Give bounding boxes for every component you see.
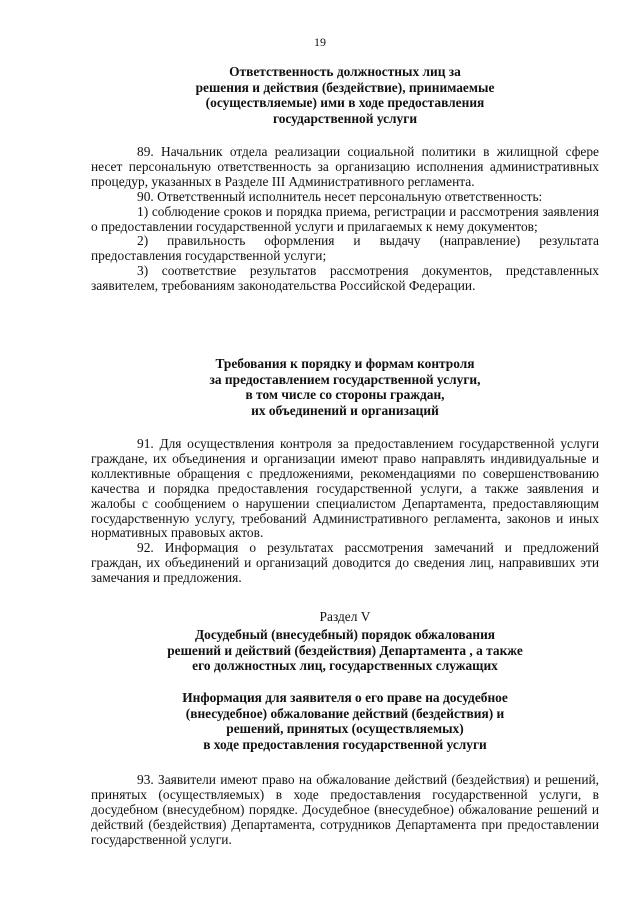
page-number: 19 — [314, 35, 326, 49]
heading-line: Ответственность должностных лиц за — [229, 64, 461, 79]
heading-line: Информация для заявителя о его праве на досудебное — [182, 690, 508, 705]
heading-line: государственной услуги — [272, 110, 418, 126]
heading-line: его должностных лиц, государственных служащих — [192, 658, 498, 673]
heading-line: решений, принятых (осуществляемых) — [226, 721, 464, 736]
paragraph-89: 89. Начальник отдела реализации социальной политики в жилищной сфере несет персональную ответственность за организацию исполнения административных процедур, указанных в Разделе III Административного регламента. — [91, 144, 599, 189]
heading-control — [91, 356, 599, 418]
heading-line: в том числе со стороны граждан, — [245, 387, 445, 402]
control-body — [91, 437, 599, 586]
paragraph-90-item-2: 2) правильность оформления и выдачу (направление) результата предоставления государственной услуги; — [91, 233, 599, 264]
heading-line: Требования к порядку и формам контроля — [215, 356, 475, 371]
paragraph-92: 92. Информация о результатах рассмотрения замечаний и предложений граждан, их объединений и организаций доводится до сведения лиц, направивших эти замечания и предложения. — [91, 540, 599, 586]
appeal-body — [91, 773, 599, 848]
liability-body — [91, 145, 599, 294]
paragraph-90-item-1: 1) соблюдение сроков и порядка приема, регистрации и рассмотрения заявления о предоставлении государственной услуги и прилагаемых к нему документов; — [91, 203, 599, 234]
heading-line: (осуществляемые) ими в ходе предоставления — [205, 95, 485, 110]
heading-line: решения и действия (бездействие), принимаемые — [195, 79, 495, 95]
paragraph-91: 91. Для осуществления контроля за предоставлением государственной услуги граждане, их объединения и организации имеют право направлять индивидуальные и коллективные обращения с предложениями, рекомендациями по совершенствованию качества и порядка предоставления государственной услуги, а также заявления и жалобы с сообщением о нарушении специалистом Департамента, предоставляющим государственную услугу, требований Административного регламента, законов и иных нормативных правовых актов. — [91, 436, 599, 541]
heading-line: Досудебный (внесудебный) порядок обжалования — [194, 627, 496, 642]
paragraph-93: 93. Заявители имеют право на обжалование действий (бездействия) и решений, принятых (осуществляемых) в ходе предоставления государственной услуги, в досудебном (внесудебном) порядке. Досудебное (внесудебное) обжалование решений и действий (бездействия) Департамента, сотрудников Департамента при предоставлении государственной услуги. — [91, 772, 599, 847]
paragraph-90-item-3: 3) соответствие результатов рассмотрения документов, представленных заявителем, требованиям законодательства Российской Федерации. — [91, 263, 599, 294]
section-label: Раздел V — [319, 609, 371, 624]
heading-appeal — [91, 690, 599, 752]
heading-liability — [91, 64, 599, 126]
heading-line: (внесудебное) обжалование действий (бездействия) и — [185, 705, 505, 721]
heading-line: за предоставлением государственной услуги, — [209, 371, 481, 387]
paragraph-90: 90. Ответственный исполнитель несет персональную ответственность: — [137, 188, 543, 204]
heading-line: их объединений и организаций — [251, 402, 439, 418]
heading-line: в ходе предоставления государственной услуги — [203, 736, 487, 752]
heading-line: решений и действий (бездействия) Департамента , а также — [167, 642, 523, 658]
heading-section-v — [91, 627, 599, 674]
